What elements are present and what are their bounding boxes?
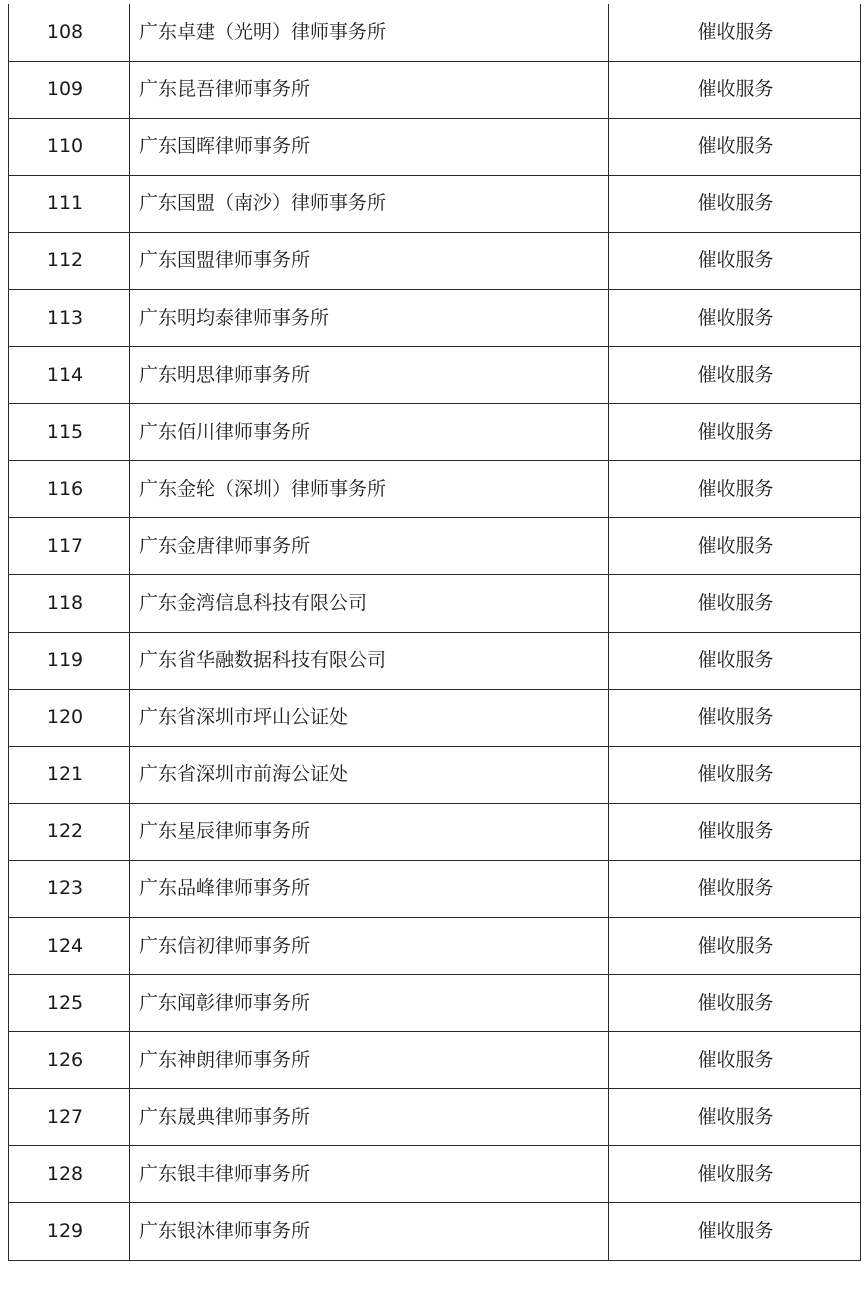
row-number: 108 [9, 4, 130, 61]
table-row [9, 689, 861, 746]
service-type: 催收服务 [609, 803, 861, 860]
table-row [9, 232, 861, 289]
institution-name: 广东佰川律师事务所 [130, 404, 609, 461]
institution-name: 广东金轮（深圳）律师事务所 [130, 461, 609, 518]
institution-name: 广东神朗律师事务所 [130, 1032, 609, 1089]
service-type: 催收服务 [609, 61, 861, 118]
service-type: 催收服务 [609, 175, 861, 232]
row-number: 116 [9, 461, 130, 518]
institution-name: 广东星辰律师事务所 [130, 803, 609, 860]
institution-name: 广东银丰律师事务所 [130, 1146, 609, 1203]
row-number: 124 [9, 918, 130, 975]
service-type: 催收服务 [609, 746, 861, 803]
row-number: 127 [9, 1089, 130, 1146]
service-type: 催收服务 [609, 1032, 861, 1089]
institution-name: 广东卓建（光明）律师事务所 [130, 4, 609, 61]
row-number: 128 [9, 1146, 130, 1203]
institution-name: 广东明均泰律师事务所 [130, 289, 609, 346]
institution-table [8, 4, 861, 1261]
institution-name: 广东明思律师事务所 [130, 347, 609, 404]
table-row [9, 461, 861, 518]
row-number: 123 [9, 860, 130, 917]
service-type: 催收服务 [609, 918, 861, 975]
row-number: 125 [9, 975, 130, 1032]
row-number: 109 [9, 61, 130, 118]
institution-name: 广东闻彰律师事务所 [130, 975, 609, 1032]
row-number: 120 [9, 689, 130, 746]
institution-name: 广东省深圳市前海公证处 [130, 746, 609, 803]
institution-name: 广东信初律师事务所 [130, 918, 609, 975]
service-type: 催收服务 [609, 232, 861, 289]
table-row [9, 347, 861, 404]
service-type: 催收服务 [609, 975, 861, 1032]
service-type: 催收服务 [609, 1203, 861, 1260]
institution-name: 广东省华融数据科技有限公司 [130, 632, 609, 689]
table-row [9, 1032, 861, 1089]
institution-name: 广东国盟律师事务所 [130, 232, 609, 289]
row-number: 122 [9, 803, 130, 860]
service-type: 催收服务 [609, 118, 861, 175]
service-type: 催收服务 [609, 518, 861, 575]
institution-name: 广东国盟（南沙）律师事务所 [130, 175, 609, 232]
table-row [9, 175, 861, 232]
table-row [9, 575, 861, 632]
service-type: 催收服务 [609, 461, 861, 518]
table-row [9, 118, 861, 175]
institution-table-container [8, 4, 860, 1261]
row-number: 121 [9, 746, 130, 803]
row-number: 115 [9, 404, 130, 461]
institution-name: 广东省深圳市坪山公证处 [130, 689, 609, 746]
row-number: 126 [9, 1032, 130, 1089]
row-number: 119 [9, 632, 130, 689]
row-number: 118 [9, 575, 130, 632]
table-row [9, 632, 861, 689]
row-number: 129 [9, 1203, 130, 1260]
table-row [9, 975, 861, 1032]
institution-name: 广东银沐律师事务所 [130, 1203, 609, 1260]
institution-name: 广东品峰律师事务所 [130, 860, 609, 917]
table-row [9, 404, 861, 461]
service-type: 催收服务 [609, 404, 861, 461]
institution-name: 广东昆吾律师事务所 [130, 61, 609, 118]
table-row [9, 1089, 861, 1146]
service-type: 催收服务 [609, 347, 861, 404]
service-type: 催收服务 [609, 1089, 861, 1146]
service-type: 催收服务 [609, 632, 861, 689]
table-row [9, 746, 861, 803]
table-row [9, 518, 861, 575]
table-row [9, 918, 861, 975]
table-row [9, 803, 861, 860]
table-row [9, 289, 861, 346]
table-row [9, 1203, 861, 1260]
institution-table-body [9, 4, 861, 1260]
service-type: 催收服务 [609, 1146, 861, 1203]
service-type: 催收服务 [609, 860, 861, 917]
table-row [9, 1146, 861, 1203]
row-number: 111 [9, 175, 130, 232]
service-type: 催收服务 [609, 289, 861, 346]
table-row [9, 61, 861, 118]
service-type: 催收服务 [609, 4, 861, 61]
table-row [9, 4, 861, 61]
row-number: 113 [9, 289, 130, 346]
service-type: 催收服务 [609, 689, 861, 746]
institution-name: 广东金湾信息科技有限公司 [130, 575, 609, 632]
institution-name: 广东国晖律师事务所 [130, 118, 609, 175]
row-number: 110 [9, 118, 130, 175]
table-row [9, 860, 861, 917]
institution-name: 广东晟典律师事务所 [130, 1089, 609, 1146]
service-type: 催收服务 [609, 575, 861, 632]
row-number: 112 [9, 232, 130, 289]
institution-name: 广东金唐律师事务所 [130, 518, 609, 575]
row-number: 117 [9, 518, 130, 575]
row-number: 114 [9, 347, 130, 404]
